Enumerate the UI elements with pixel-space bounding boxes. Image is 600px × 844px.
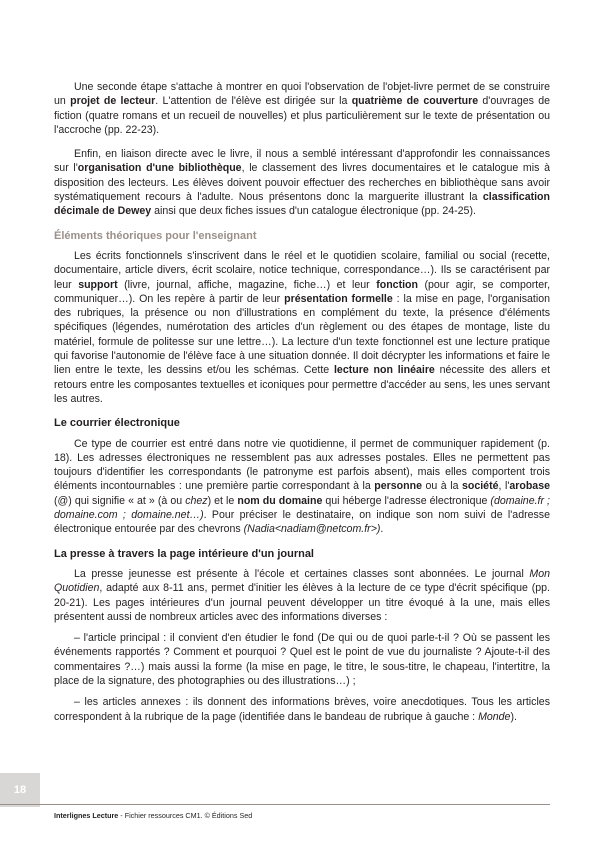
paragraph: La presse jeunesse est présente à l'école et certaines classes sont abonnées. Le journal Mon Quotidien, adapté aux 8-11 ans, permet d'initier les élèves à la lecture de ce type d'écrit spécifique (pp. 20-21). Les pages intérieures d'un journal peuvent développer un titre évoqué à la une, mais elles présentent aussi de nombreux articles avec des informations diverses :	[54, 567, 550, 623]
page-number: 18	[0, 773, 40, 807]
section-heading: Éléments théoriques pour l'enseignant	[54, 229, 257, 242]
section-heading: La presse à travers la page intérieure d'un journal	[54, 547, 314, 560]
paragraph: Enfin, en liaison directe avec le livre, il nous a semblé intéressant d'approfondir les connaissances sur l'organisation d'une bibliothèque, le classement des livres documentaires et le catalogue mis à disposition des lecteurs. Les élèves doivent pouvoir effectuer des recherches en bibliothèque sans avoir systématiquement recours à l'adulte. Nous présentons donc la marguerite illustrant la classification décimale de Dewey ainsi que deux fiches issues d'un catalogue électronique (pp. 24-25).	[54, 148, 550, 218]
paragraph: – l'article principal : il convient d'en étudier le fond (De qui ou de quoi parle-t-il ? Où se passent les événements rapportés ? Comment et pourquoi ? Quel est le point de vue du journaliste ? Ajoute-t-il des commentaires ?…) mais aussi la forme (la mise en page, le titre, le sous-titre, le chapeau, l'intertitre, la place de la signature, des photographies ou des illustrations…) ;	[54, 632, 550, 687]
paragraph: Les écrits fonctionnels s'inscrivent dans le réel et le quotidien scolaire, familial ou social (recette, documentaire, article divers, écrit scolaire, notice technique, correspondance…). Ils se caractérisent par leur support (livre, journal, affiche, magazine, fiche…) et leur fonction (pour agir, se comporter, communiquer…). On les repère à partir de leur présentation formelle : la mise en page, l'organisation des rubriques, la présence ou non d'illustrations en complément du texte, la présence d'éléments spécifiques (légendes, numérotation des articles d'un règlement ou des étapes de montage, liste du matériel, formule de politesse sur une lettre…). La lecture d'un texte fonctionnel est une lecture pratique qui favorise l'autonomie de l'élève face à une situation donnée. Il doit décrypter les informations et faire le lien entre le texte, les dessins et/ou les schémas. Cette lecture non linéaire nécessite des allers et retours entre les composantes textuelles et iconiques pour permettre d'accéder au sens, les unes servant les autres.	[54, 249, 551, 405]
footer-text: - Fichier ressources CM1. © Éditions Sed	[118, 811, 253, 820]
paragraph: Une seconde étape s'attache à montrer en quoi l'observation de l'objet-livre permet de se construire un projet de lecteur. L'attention de l'élève est dirigée sur la quatrième de couverture d'ouvrages de fiction (quatre romans et un recueil de nouvelles) et plus particulièrement sur le texte de présentation ou l'accroche (pp. 22-23).	[54, 81, 551, 136]
section-heading: Le courrier électronique	[54, 417, 180, 430]
footer-brand: Interlignes Lecture	[54, 811, 119, 820]
footer-divider	[0, 804, 550, 805]
footer	[54, 811, 252, 820]
page-body	[54, 80, 550, 731]
paragraph: Ce type de courrier est entré dans notre vie quotidienne, il permet de communiquer rapidement (p. 18). Les adresses électroniques ne ressemblent pas aux adresses postales. Elles ne permettent pas toujours d'identifier les correspondants (le patronyme est parfois absent), mais elles comportent trois éléments incontournables : une première partie correspondant à la personne ou à la société, l'arobase (@) qui signifie « at » (à ou chez) et le nom du domaine qui héberge l'adresse électronique (domaine.fr ; domaine.com ; domaine.net…). Pour préciser le destinataire, on indique son nom suivi de l'adresse électronique entourée par des chevrons (Nadia<nadiam@netcom.fr>).	[54, 437, 550, 536]
paragraph: – les articles annexes : ils donnent des informations brèves, voire anecdotiques. Tous les articles correspondent à la rubrique de la page (identifiée dans le bandeau de rubrique à gauche : Monde).	[54, 696, 550, 723]
